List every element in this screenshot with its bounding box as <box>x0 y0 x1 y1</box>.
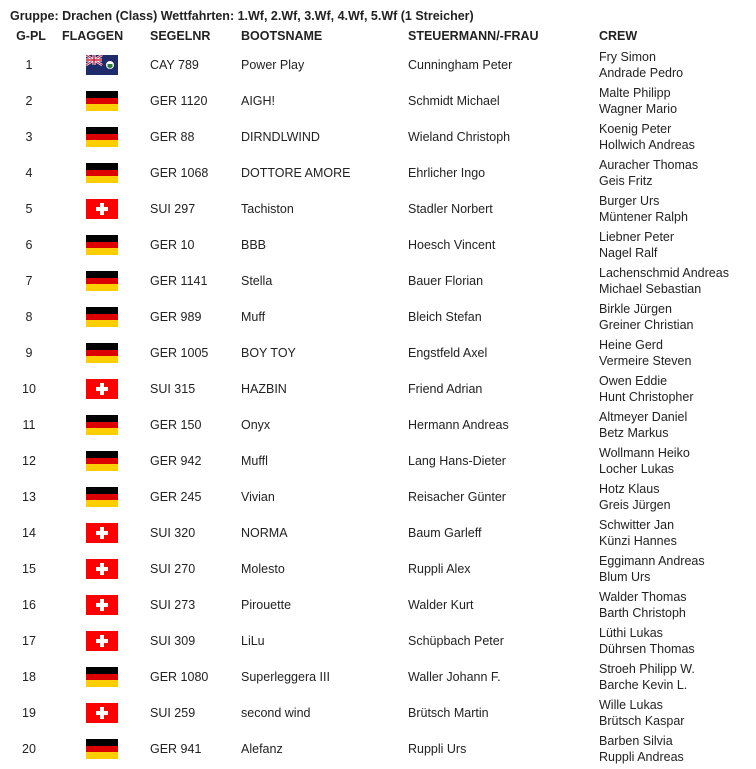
position-cell: 14 <box>22 526 36 540</box>
table-row <box>0 695 756 731</box>
sail-number-cell: GER 989 <box>150 310 202 324</box>
crew-member: Burger Urs <box>599 194 660 208</box>
crew-member: Blum Urs <box>599 570 651 584</box>
table-row <box>0 659 756 695</box>
crew-cell <box>599 659 756 695</box>
table-row <box>0 551 756 587</box>
position-cell: 12 <box>22 454 36 468</box>
boat-name-cell: HAZBIN <box>241 382 287 396</box>
boat-name-cell: Stella <box>241 274 273 288</box>
position-cell: 11 <box>22 418 36 432</box>
table-row <box>0 119 756 155</box>
crew-member: Eggimann Andreas <box>599 554 705 568</box>
table-row <box>0 335 756 371</box>
crew-member: Koenig Peter <box>599 122 672 136</box>
crew-member: Auracher Thomas <box>599 158 699 172</box>
table-row <box>0 623 756 659</box>
crew-cell <box>599 227 756 263</box>
position-cell: 6 <box>25 238 33 252</box>
switzerland-flag-icon <box>86 559 150 579</box>
crew-member: Altmeyer Daniel <box>599 410 688 424</box>
switzerland-flag-icon <box>86 523 150 543</box>
helmsman-cell: Hoesch Vincent <box>408 238 496 252</box>
crew-cell <box>599 119 756 155</box>
flag-cell <box>62 299 150 335</box>
position-cell: 3 <box>25 130 33 144</box>
crew-member: Barben Silvia <box>599 734 673 748</box>
sail-number-cell: SUI 273 <box>150 598 196 612</box>
sail-number-cell: SUI 259 <box>150 706 196 720</box>
boat-name-cell: Pirouette <box>241 598 292 612</box>
table-row <box>0 83 756 119</box>
crew-member: Malte Philipp <box>599 86 671 100</box>
results-table <box>0 29 756 767</box>
position-cell: 18 <box>22 670 36 684</box>
germany-flag-icon <box>86 163 150 183</box>
crew-cell <box>599 371 756 407</box>
helmsman-cell: Stadler Norbert <box>408 202 493 216</box>
header-flag: FLAGGEN <box>62 29 124 43</box>
flag-cell <box>62 515 150 551</box>
flag-cell <box>62 83 150 119</box>
flag-cell <box>62 335 150 371</box>
crew-member: Wille Lukas <box>599 698 663 712</box>
helmsman-cell: Ruppli Alex <box>408 562 471 576</box>
crew-member: Greis Jürgen <box>599 498 671 512</box>
flag-cell <box>62 731 150 767</box>
table-header-row <box>0 29 756 47</box>
flag-cell <box>62 587 150 623</box>
germany-flag-icon <box>86 415 150 435</box>
crew-member: Barth Christoph <box>599 606 686 620</box>
helmsman-cell: Cunningham Peter <box>408 58 513 72</box>
table-row <box>0 155 756 191</box>
crew-member: Wagner Mario <box>599 102 678 116</box>
germany-flag-icon <box>86 739 150 759</box>
helmsman-cell: Engstfeld Axel <box>408 346 488 360</box>
crew-cell <box>599 335 756 371</box>
helmsman-cell: Wieland Christoph <box>408 130 511 144</box>
crew-member: Walder Thomas <box>599 590 687 604</box>
boat-name-cell: Onyx <box>241 418 271 432</box>
helmsman-cell: Waller Johann F. <box>408 670 501 684</box>
germany-flag-icon <box>86 271 150 291</box>
helmsman-cell: Schmidt Michael <box>408 94 500 108</box>
helmsman-cell: Baum Garleff <box>408 526 482 540</box>
crew-cell <box>599 623 756 659</box>
sail-number-cell: SUI 320 <box>150 526 196 540</box>
crew-cell <box>599 587 756 623</box>
crew-member: Heine Gerd <box>599 338 663 352</box>
crew-cell <box>599 479 756 515</box>
table-row <box>0 191 756 227</box>
position-cell: 7 <box>25 274 33 288</box>
position-cell: 4 <box>25 166 33 180</box>
boat-name-cell: Alefanz <box>241 742 283 756</box>
crew-member: Barche Kevin L. <box>599 678 688 692</box>
helmsman-cell: Hermann Andreas <box>408 418 509 432</box>
boat-name-cell: Muffl <box>241 454 268 468</box>
position-cell: 5 <box>25 202 33 216</box>
germany-flag-icon <box>86 127 150 147</box>
position-cell: 19 <box>22 706 36 720</box>
crew-member: Lachenschmid Andreas <box>599 266 729 280</box>
flag-cell <box>62 551 150 587</box>
table-row <box>0 443 756 479</box>
sail-number-cell: SUI 297 <box>150 202 196 216</box>
sail-number-cell: GER 88 <box>150 130 195 144</box>
crew-member: Stroeh Philipp W. <box>599 662 695 676</box>
crew-member: Hollwich Andreas <box>599 138 695 152</box>
switzerland-flag-icon <box>86 631 150 651</box>
germany-flag-icon <box>86 91 150 111</box>
switzerland-flag-icon <box>86 595 150 615</box>
sail-number-cell: GER 941 <box>150 742 202 756</box>
crew-cell <box>599 443 756 479</box>
sail-number-cell: GER 245 <box>150 490 202 504</box>
boat-name-cell: DOTTORE AMORE <box>241 166 351 180</box>
flag-cell <box>62 155 150 191</box>
table-row <box>0 371 756 407</box>
sail-number-cell: GER 942 <box>150 454 202 468</box>
crew-cell <box>599 299 756 335</box>
header-position: G-PL <box>16 29 46 43</box>
flag-cell <box>62 227 150 263</box>
boat-name-cell: BOY TOY <box>241 346 296 360</box>
crew-cell <box>599 731 756 767</box>
boat-name-cell: Superleggera III <box>241 670 330 684</box>
header-sail-number: SEGELNR <box>150 29 211 43</box>
crew-member: Hunt Christopher <box>599 390 694 404</box>
position-cell: 16 <box>22 598 36 612</box>
table-row <box>0 515 756 551</box>
crew-cell <box>599 155 756 191</box>
table-row <box>0 731 756 767</box>
helmsman-cell: Schüpbach Peter <box>408 634 504 648</box>
crew-member: Michael Sebastian <box>599 282 702 296</box>
sail-number-cell: GER 1120 <box>150 94 208 108</box>
boat-name-cell: second wind <box>241 706 311 720</box>
boat-name-cell: Vivian <box>241 490 275 504</box>
crew-member: Locher Lukas <box>599 462 675 476</box>
switzerland-flag-icon <box>86 379 150 399</box>
sail-number-cell: CAY 789 <box>150 58 199 72</box>
crew-member: Andrade Pedro <box>599 66 684 80</box>
flag-cell <box>62 479 150 515</box>
crew-cell <box>599 515 756 551</box>
helmsman-cell: Bauer Florian <box>408 274 484 288</box>
position-cell: 17 <box>22 634 36 648</box>
crew-member: Owen Eddie <box>599 374 668 388</box>
flag-cell <box>62 443 150 479</box>
germany-flag-icon <box>86 307 150 327</box>
crew-member: Nagel Ralf <box>599 246 658 260</box>
flag-cell <box>62 371 150 407</box>
table-row <box>0 263 756 299</box>
crew-member: Schwitter Jan <box>599 518 675 532</box>
crew-member: Wollmann Heiko <box>599 446 690 460</box>
header-crew: CREW <box>599 29 638 43</box>
germany-flag-icon <box>86 667 150 687</box>
sail-number-cell: GER 1080 <box>150 670 209 684</box>
table-row <box>0 479 756 515</box>
sail-number-cell: SUI 309 <box>150 634 196 648</box>
table-row <box>0 587 756 623</box>
boat-name-cell: Power Play <box>241 58 305 72</box>
germany-flag-icon <box>86 235 150 255</box>
boat-name-cell: Molesto <box>241 562 285 576</box>
flag-cell <box>62 659 150 695</box>
position-cell: 10 <box>22 382 36 396</box>
boat-name-cell: DIRNDLWIND <box>241 130 320 144</box>
sail-number-cell: SUI 270 <box>150 562 196 576</box>
germany-flag-icon <box>86 451 150 471</box>
crew-member: Fry Simon <box>599 50 656 64</box>
flag-cell <box>62 695 150 731</box>
boat-name-cell: LiLu <box>241 634 265 648</box>
cayman-islands-flag-icon <box>86 55 150 75</box>
crew-member: Geis Fritz <box>599 174 653 188</box>
sail-number-cell: GER 10 <box>150 238 195 252</box>
germany-flag-icon <box>86 487 150 507</box>
sail-number-cell: GER 150 <box>150 418 202 432</box>
flag-cell <box>62 191 150 227</box>
position-cell: 13 <box>22 490 36 504</box>
flag-cell <box>62 47 150 83</box>
sail-number-cell: GER 1005 <box>150 346 209 360</box>
crew-member: Ruppli Andreas <box>599 750 684 764</box>
header-boat-name: BOOTSNAME <box>241 29 323 43</box>
helmsman-cell: Lang Hans-Dieter <box>408 454 506 468</box>
boat-name-cell: BBB <box>241 238 267 252</box>
helmsman-cell: Reisacher Günter <box>408 490 506 504</box>
switzerland-flag-icon <box>86 703 150 723</box>
helmsman-cell: Brütsch Martin <box>408 706 489 720</box>
crew-member: Hotz Klaus <box>599 482 660 496</box>
crew-member: Birkle Jürgen <box>599 302 672 316</box>
crew-member: Betz Markus <box>599 426 669 440</box>
crew-cell <box>599 83 756 119</box>
helmsman-cell: Ehrlicher Ingo <box>408 166 486 180</box>
position-cell: 9 <box>25 346 33 360</box>
page-title: Gruppe: Drachen (Class) Wettfahrten: 1.Wf, 2.Wf, 3.Wf, 4.Wf, 5.Wf (1 Streicher) <box>10 9 474 23</box>
crew-cell <box>599 551 756 587</box>
crew-cell <box>599 695 756 731</box>
crew-member: Müntener Ralph <box>599 210 688 224</box>
crew-member: Künzi Hannes <box>599 534 677 548</box>
boat-name-cell: NORMA <box>241 526 288 540</box>
switzerland-flag-icon <box>86 199 150 219</box>
germany-flag-icon <box>86 343 150 363</box>
position-cell: 2 <box>25 94 33 108</box>
table-row <box>0 227 756 263</box>
table-row <box>0 407 756 443</box>
crew-cell <box>599 263 756 299</box>
sail-number-cell: GER 1141 <box>150 274 208 288</box>
header-helmsman: STEUERMANN/-FRAU <box>408 29 539 43</box>
crew-member: Liebner Peter <box>599 230 675 244</box>
flag-cell <box>62 263 150 299</box>
boat-name-cell: Muff <box>241 310 266 324</box>
flag-cell <box>62 623 150 659</box>
table-row <box>0 299 756 335</box>
position-cell: 15 <box>22 562 36 576</box>
crew-cell <box>599 47 756 83</box>
crew-member: Lüthi Lukas <box>599 626 663 640</box>
position-cell: 1 <box>25 58 33 72</box>
table-row <box>0 47 756 83</box>
helmsman-cell: Ruppli Urs <box>408 742 467 756</box>
helmsman-cell: Bleich Stefan <box>408 310 482 324</box>
flag-cell <box>62 119 150 155</box>
crew-cell <box>599 191 756 227</box>
flag-cell <box>62 407 150 443</box>
crew-member: Brütsch Kaspar <box>599 714 685 728</box>
helmsman-cell: Walder Kurt <box>408 598 474 612</box>
position-cell: 8 <box>25 310 33 324</box>
position-cell: 20 <box>22 742 36 756</box>
crew-member: Greiner Christian <box>599 318 694 332</box>
crew-cell <box>599 407 756 443</box>
crew-member: Dührsen Thomas <box>599 642 695 656</box>
crew-member: Vermeire Steven <box>599 354 692 368</box>
boat-name-cell: AIGH! <box>241 94 276 108</box>
helmsman-cell: Friend Adrian <box>408 382 483 396</box>
boat-name-cell: Tachiston <box>241 202 294 216</box>
sail-number-cell: SUI 315 <box>150 382 196 396</box>
sail-number-cell: GER 1068 <box>150 166 209 180</box>
